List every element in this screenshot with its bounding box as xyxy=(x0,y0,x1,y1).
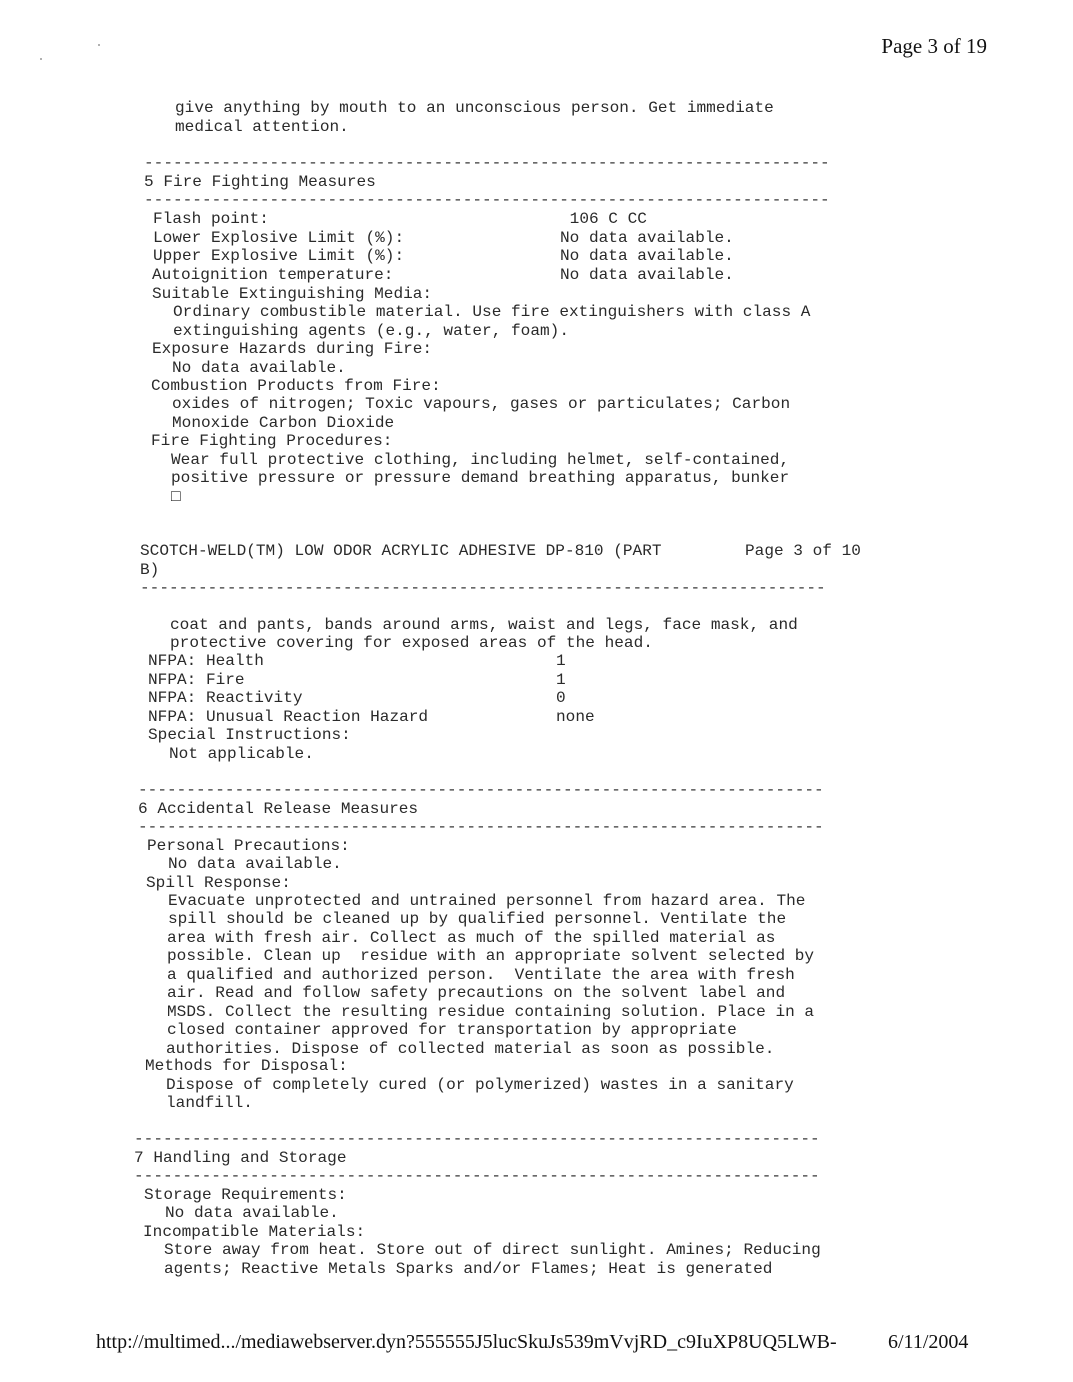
nfpa-unusual-value: none xyxy=(556,708,595,726)
divider: ----------------------------------------------------------------------- xyxy=(144,191,830,209)
section4-line-2: medical attention. xyxy=(175,118,349,136)
section5-title: 5 Fire Fighting Measures xyxy=(144,173,376,191)
autoignition-label: Autoignition temperature: xyxy=(152,266,394,284)
divider: ----------------------------------------------------------------------- xyxy=(138,818,824,836)
continued-line-2: protective covering for exposed areas of the head. xyxy=(170,634,653,652)
page-number: Page 3 of 19 xyxy=(881,34,987,58)
storage-label: Storage Requirements: xyxy=(144,1186,347,1204)
nfpa-reactivity-label: NFPA: Reactivity xyxy=(148,689,303,707)
incompatible-line-1: Store away from heat. Store out of direct sunlight. Amines; Reducing xyxy=(164,1241,821,1259)
spill-line-5: a qualified and authorized person. Ventilate the area with fresh xyxy=(167,966,795,984)
personal-precautions-text: No data available. xyxy=(168,855,342,873)
flash-point-value: 106 C CC xyxy=(560,210,647,228)
spill-line-6: air. Read and follow safety precautions on the solvent label and xyxy=(167,984,786,1002)
spill-line-4: possible. Clean up residue with an appropriate solvent selected by xyxy=(167,947,815,965)
incompatible-label: Incompatible Materials: xyxy=(143,1223,366,1241)
divider: ----------------------------------------------------------------------- xyxy=(134,1130,820,1148)
divider: ----------------------------------------------------------------------- xyxy=(140,579,826,597)
spill-line-8: closed container approved for transportation by appropriate xyxy=(167,1021,737,1039)
section6-title: 6 Accidental Release Measures xyxy=(138,800,419,818)
disposal-line-2: landfill. xyxy=(166,1094,253,1112)
spill-response-label: Spill Response: xyxy=(146,874,291,892)
spill-line-3: area with fresh air. Collect as much of the spilled material as xyxy=(167,929,776,947)
divider: ----------------------------------------------------------------------- xyxy=(138,781,824,799)
procedures-line-1: Wear full protective clothing, including helmet, self-contained, xyxy=(171,451,790,469)
extinguishing-line-1: Ordinary combustible material. Use fire extinguishers with class A xyxy=(173,303,811,321)
nfpa-health-value: 1 xyxy=(556,652,566,670)
spill-line-1: Evacuate unprotected and untrained personnel from hazard area. The xyxy=(168,892,806,910)
personal-precautions-label: Personal Precautions: xyxy=(147,837,350,855)
incompatible-line-2: agents; Reactive Metals Sparks and/or Flames; Heat is generated xyxy=(164,1260,773,1278)
product-header-page: Page 3 of 10 xyxy=(745,542,861,560)
scan-speck xyxy=(98,44,100,46)
section4-line-1: give anything by mouth to an unconscious person. Get immediate xyxy=(175,99,774,117)
nfpa-health-label: NFPA: Health xyxy=(148,652,264,670)
nfpa-unusual-label: NFPA: Unusual Reaction Hazard xyxy=(148,708,429,726)
exposure-text: No data available. xyxy=(172,359,346,377)
continued-line-1: coat and pants, bands around arms, waist and legs, face mask, and xyxy=(170,616,798,634)
spill-line-9: authorities. Dispose of collected material as soon as possible. xyxy=(166,1040,775,1058)
scan-speck xyxy=(40,58,42,60)
spill-line-7: MSDS. Collect the resulting residue containing solution. Place in a xyxy=(167,1003,815,1021)
special-instructions-text: Not applicable. xyxy=(169,745,314,763)
flash-point-label: Flash point: xyxy=(153,210,269,228)
lel-label: Lower Explosive Limit (%): xyxy=(153,229,405,247)
divider: ----------------------------------------------------------------------- xyxy=(144,154,830,172)
combustion-label: Combustion Products from Fire: xyxy=(151,377,441,395)
special-instructions-label: Special Instructions: xyxy=(148,726,351,744)
product-header-line-1: SCOTCH-WELD(TM) LOW ODOR ACRYLIC ADHESIVE DP-810 (PART xyxy=(140,542,662,560)
combustion-line-2: Monoxide Carbon Dioxide xyxy=(172,414,395,432)
uel-label: Upper Explosive Limit (%): xyxy=(153,247,405,265)
uel-value: No data available. xyxy=(560,247,734,265)
exposure-label: Exposure Hazards during Fire: xyxy=(152,340,433,358)
spill-line-2: spill should be cleaned up by qualified personnel. Ventilate the xyxy=(168,910,787,928)
combustion-line-1: oxides of nitrogen; Toxic vapours, gases or particulates; Carbon xyxy=(172,395,791,413)
product-header-line-2: B) xyxy=(140,561,160,579)
footer-url: http://multimed.../mediawebserver.dyn?555555J5lucSkuJs539mVvjRD_c9IuXP8UQ5LWB- xyxy=(96,1331,837,1353)
nfpa-fire-label: NFPA: Fire xyxy=(148,671,245,689)
section7-title: 7 Handling and Storage xyxy=(134,1149,347,1167)
nfpa-fire-value: 1 xyxy=(556,671,566,689)
footer-date: 6/11/2004 xyxy=(888,1331,969,1353)
lel-value: No data available. xyxy=(560,229,734,247)
procedures-label: Fire Fighting Procedures: xyxy=(151,432,393,450)
disposal-label: Methods for Disposal: xyxy=(145,1057,348,1075)
divider: ----------------------------------------------------------------------- xyxy=(134,1167,820,1185)
procedures-line-2: positive pressure or pressure demand breathing apparatus, bunker xyxy=(171,469,790,487)
nfpa-reactivity-value: 0 xyxy=(556,689,566,707)
extinguishing-line-2: extinguishing agents (e.g., water, foam). xyxy=(173,322,569,340)
missing-glyph-box: □ xyxy=(171,488,181,506)
extinguishing-label: Suitable Extinguishing Media: xyxy=(152,285,433,303)
disposal-line-1: Dispose of completely cured (or polymerized) wastes in a sanitary xyxy=(166,1076,794,1094)
autoignition-value: No data available. xyxy=(560,266,734,284)
storage-text: No data available. xyxy=(165,1204,339,1222)
